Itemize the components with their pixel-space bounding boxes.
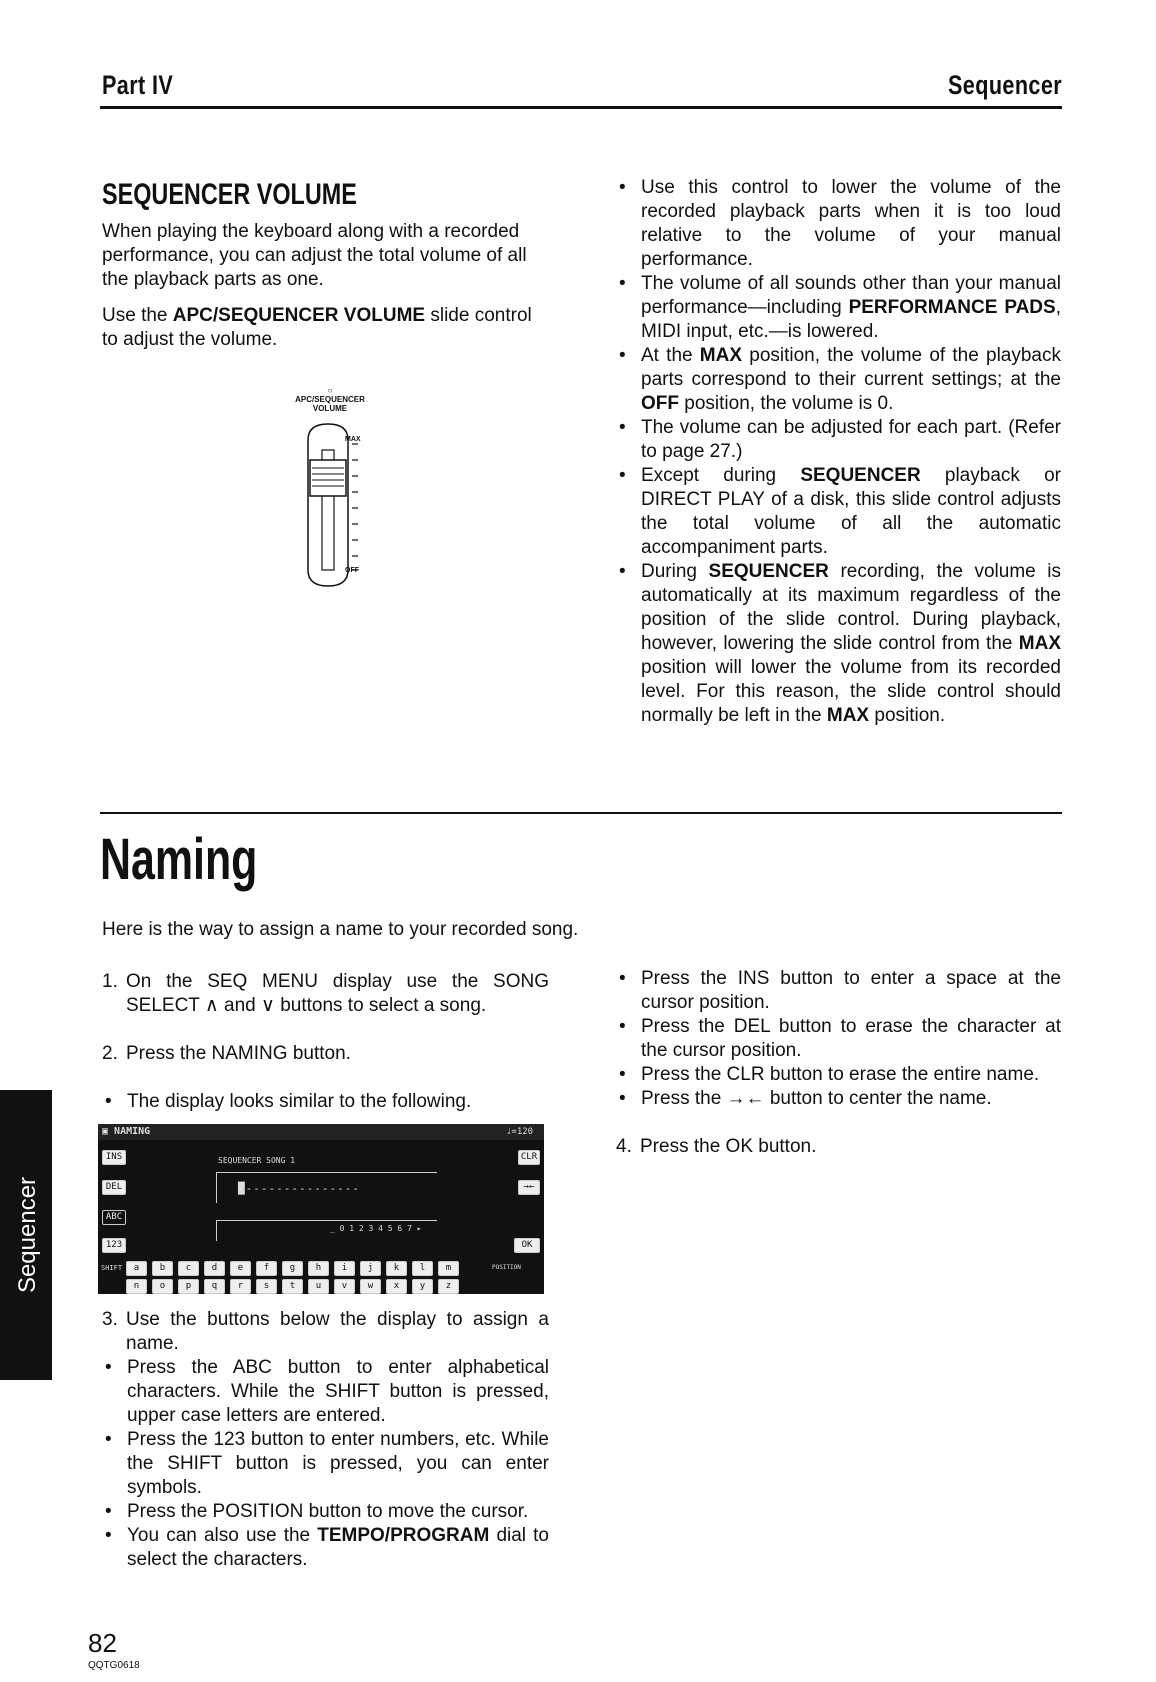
step-4 [616,1135,1061,1159]
text: , MIDI input, etc.—is lowered. [641,297,1061,342]
seqvol-p1: When playing the keyboard along with a recorded performance, you can adjust the total volume of all the playback parts as one. [102,221,527,290]
note-bullet: • Use this control to lower the volume of the recorded playback parts when it is too loud relative to the volume of your manual performance. [616,176,1061,272]
text: Use the [102,305,173,326]
song-label: SEQUENCER SONG 1 [218,1156,296,1165]
char-key-x[interactable]: x [386,1279,407,1294]
bold-term: MAX [699,345,743,366]
display-title-text: NAMING [114,1126,151,1137]
naming-note: • Press the INS button to enter a space at the cursor position. [616,967,1061,1015]
section-label: Sequencer [948,70,1063,100]
char-key-o[interactable]: o [152,1279,173,1294]
char-key-q[interactable]: q [204,1279,225,1294]
naming-display [98,1124,544,1294]
char-key-b[interactable]: b [152,1261,173,1276]
slider-led-icon: ○ [327,386,333,395]
char-key-w[interactable]: w [360,1279,381,1294]
slider-label: APC/SEQUENCER [295,395,365,404]
char-key-n[interactable]: n [126,1279,147,1294]
text: position. [869,705,946,726]
bold-term: TEMPO/PROGRAM [317,1525,490,1546]
step-text: Press the NAMING button. [126,1043,351,1064]
char-key-z[interactable]: z [438,1279,459,1294]
text: dial to select the characters. [127,1525,549,1570]
display-title: ▣ NAMING [102,1126,151,1137]
text: During [641,561,709,582]
naming-note: • Press the →← button to center the name. [616,1087,1061,1111]
step-3-bullet [102,1524,549,1572]
bold-term: APC/SEQUENCER VOLUME [172,305,426,326]
text: At the [641,345,700,366]
char-key-d[interactable]: d [204,1261,225,1276]
seqvol-intro [102,220,549,352]
step-number: 4. [616,1136,632,1157]
char-key-t[interactable]: t [282,1279,303,1294]
step-text: Press the OK button. [640,1136,817,1157]
del-button[interactable]: DEL [102,1180,126,1195]
text: position, the volume is 0. [679,393,894,414]
text: The volume of all sounds other than your manual performance—including [641,273,1061,318]
naming-note: • Press the CLR button to erase the entire name. [616,1063,1061,1087]
slider-caption [270,386,390,413]
char-key-r[interactable]: r [230,1279,251,1294]
ok-button[interactable]: OK [514,1238,540,1253]
text: position will lower the volume from its recorded level. For this reason, the slide control should normally be left in the [641,657,1061,726]
step-1 [102,970,549,1018]
step-number: 1. [102,971,118,992]
text: position, the volume of the playback parts correspond to their current settings; at the [641,345,1061,390]
seqvol-p2 [102,304,549,352]
display-tempo: ♩=120 [506,1127,534,1137]
num-button[interactable]: 123 [102,1238,126,1253]
note-bullet [616,464,1061,560]
bold-term: MAX [826,705,870,726]
char-key-f[interactable]: f [256,1261,277,1276]
naming-right-notes [616,967,1061,1159]
part-label: Part IV [102,70,174,100]
slider-max-label: MAX [345,436,361,443]
ins-button[interactable]: INS [102,1150,126,1165]
shift-label: SHIFT [101,1264,123,1272]
char-row: _ 0 1 2 3 4 5 6 7 ▸ [330,1224,422,1233]
side-tab-label: Sequencer [14,1176,41,1294]
bold-term: PERFORMANCE PADS [848,297,1056,318]
seqvol-notes [616,176,1061,728]
note-bullet [616,560,1061,728]
text: You can also use the [127,1525,318,1546]
char-key-a[interactable]: a [126,1261,147,1276]
abc-button[interactable]: ABC [102,1210,126,1225]
doc-code: QQTG0618 [88,1660,140,1671]
char-key-j[interactable]: j [360,1261,381,1276]
char-key-g[interactable]: g [282,1261,303,1276]
step-2-bullet: • The display looks similar to the following. [102,1090,549,1114]
char-key-y[interactable]: y [412,1279,433,1294]
naming-note: • Press the DEL button to erase the character at the cursor position. [616,1015,1061,1063]
char-key-s[interactable]: s [256,1279,277,1294]
naming-step-3 [102,1308,549,1572]
bold-term: MAX [1018,633,1061,654]
step-text: On the SEQ MENU display use the SONG SELECT ∧ and ∨ buttons to select a song. [126,971,549,1016]
center-button[interactable]: →← [518,1180,540,1195]
position-label: POSITION [492,1264,521,1271]
char-key-i[interactable]: i [334,1261,355,1276]
step-text: Use the buttons below the display to assign a name. [126,1309,549,1354]
section-title-sequencer-volume: SEQUENCER VOLUME [102,178,357,211]
step-3-bullet: • Press the ABC button to enter alphabetical characters. While the SHIFT button is pressed, upper case letters are entered. [102,1356,549,1428]
header-rule [100,106,1062,109]
slider-off-label: OFF [345,567,359,574]
text: recording, the volume is automatically at its maximum regardless of the position of the slide control. During playback, however, lowering the slide control from the [641,561,1061,654]
naming-steps [102,970,549,1114]
char-key-k[interactable]: k [386,1261,407,1276]
char-key-m[interactable]: m [438,1261,459,1276]
note-bullet [616,344,1061,416]
slider-label-2: VOLUME [312,404,348,413]
char-key-h[interactable]: h [308,1261,329,1276]
step-number: 2. [102,1043,118,1064]
note-bullet [616,272,1061,344]
bold-term: SEQUENCER [708,561,829,582]
bold-term: SEQUENCER [800,465,921,486]
display-title-bar [98,1124,544,1140]
step-number: 3. [102,1309,118,1330]
text: Except during [641,465,801,486]
slider-graphic [300,420,380,590]
clr-button[interactable]: CLR [518,1150,540,1165]
step-3-bullet: • Press the POSITION button to move the cursor. [102,1500,549,1524]
text: slide control to adjust the volume. [102,305,532,350]
section-title-naming: Naming [100,827,258,892]
note-bullet: • The volume can be adjusted for each part. (Refer to page 27.) [616,416,1061,464]
step-2 [102,1042,549,1066]
char-key-u[interactable]: u [308,1279,329,1294]
step-3-bullet: • Press the 123 button to enter numbers, etc. While the SHIFT button is pressed, you can enter symbols. [102,1428,549,1500]
char-key-p[interactable]: p [178,1279,199,1294]
name-field[interactable]: █--------------- [238,1182,360,1195]
page-number: 82 [88,1628,117,1658]
char-key-l[interactable]: l [412,1261,433,1276]
text: playback or DIRECT PLAY of a disk, this slide control adjusts the total volume of all the automatic accompaniment parts. [641,465,1061,558]
step-3 [102,1308,549,1356]
char-key-e[interactable]: e [230,1261,251,1276]
char-key-c[interactable]: c [178,1261,199,1276]
naming-intro: Here is the way to assign a name to your recorded song. [102,919,579,940]
char-key-v[interactable]: v [334,1279,355,1294]
section-rule [100,812,1062,814]
bold-term: OFF [641,393,679,414]
side-tab [0,1090,52,1380]
